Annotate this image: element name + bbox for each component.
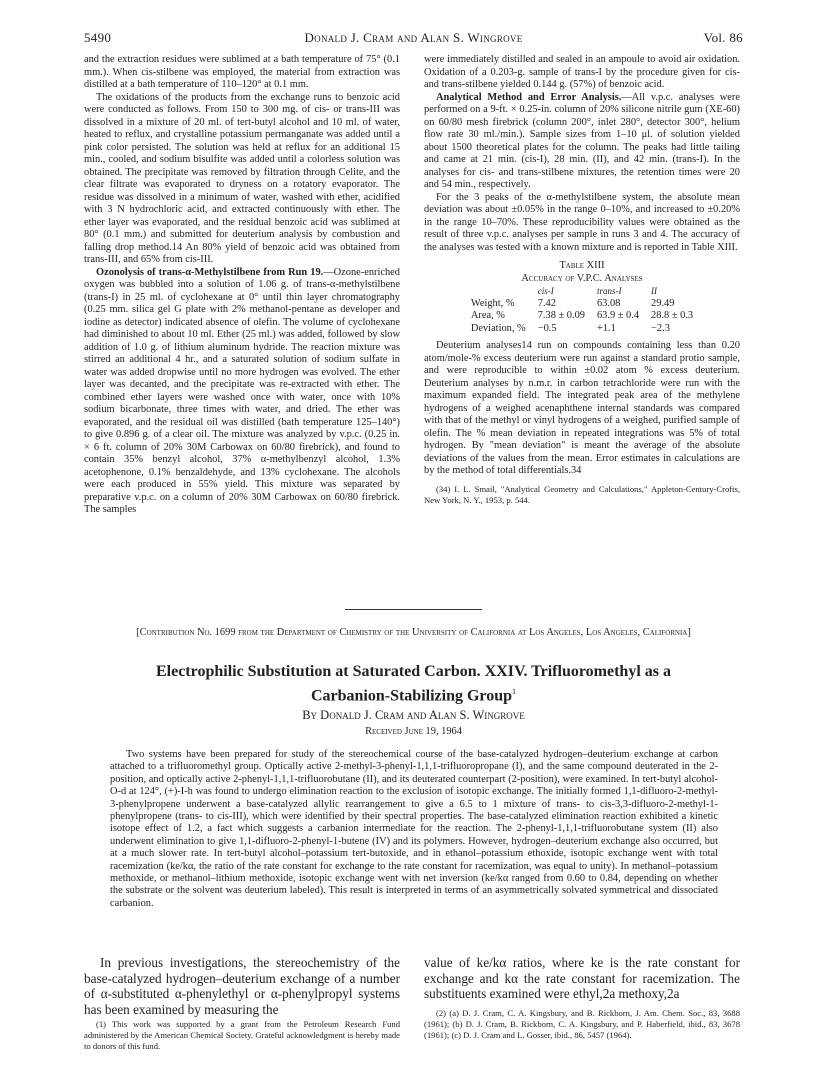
received-date: Received June 19, 1964 <box>365 726 462 737</box>
paragraph: and the extraction residues were sublimed at a bath temperature of 75° (0.1 mm.). When cis-stilbene was employed, the material from extraction was distilled at a bath temperature of 110–120° at 0.1 mm. <box>84 54 400 90</box>
section-heading: Analytical Method and Error Analysis. <box>436 91 622 103</box>
page-number: 5490 <box>84 30 112 45</box>
table-cell: Weight, % <box>470 297 515 309</box>
contribution-note: [Contribution No. 1699 from the Department of Chemistry of the University of California at Los Angeles, Los Angeles, California] <box>136 627 691 638</box>
article-title <box>60 662 767 706</box>
title-line: Electrophilic Substitution at Saturated Carbon. XXIV. Trifluoromethyl as a <box>155 663 671 680</box>
running-title: Donald J. Cram and Alan S. Wingrove <box>304 30 523 45</box>
footnote-marker: 1 <box>512 687 517 696</box>
data-table <box>465 285 699 335</box>
paragraph: —All v.p.c. analyses were performed on a 9-ft. × 0.25-in. column of 20% silicone nitrile gum (XE-60) on 60/80 mesh firebrick (column 200°, inlet 280°, detector 300°, helium flow rate 30 ml./min.). Sample sizes from 1–10 μl. of solution yielded about 1500 theoretical plates for the column. The peaks had little tailing and came at 21 min. (cis-I), 28 min. (II), and 42 min. (trans-I). In the analyses for cis- and trans-stilbene mixtures, the retention times were 20 and 54 min., respectively. <box>424 91 740 190</box>
intro-right <box>424 955 740 1041</box>
table-row <box>465 310 699 323</box>
right-column <box>424 54 740 506</box>
footnote: (2) (a) D. J. Cram, C. A. Kingsbury, and B. Rickborn, J. Am. Chem. Soc., 83, 3688 (1961); (b) D. J. Cram, B. Rickborn, C. A. Kingsbury, and P. Haberfield, ibid., 83, 3678 (1961); (c) D. J. Cram and L. Gosser, ibid., 86, 5457 (1964). <box>424 1007 740 1040</box>
footnote: (1) This work was supported by a grant from the Petroleum Research Fund administered by the American Chemical Society. Grateful acknowledgment is hereby made to donors of this fund. <box>84 1019 400 1052</box>
column-header <box>465 285 532 298</box>
title-text: Carbanion-Stabilizing Group <box>310 687 513 705</box>
table-cell: 28.8 ± 0.3 <box>651 310 694 321</box>
table-row <box>465 323 699 336</box>
table-row <box>465 298 699 311</box>
table-cell: Area, % <box>470 310 505 321</box>
table-cell: 63.08 <box>596 297 621 309</box>
paragraph: were immediately distilled and sealed in an ampoule to avoid air oxidation. Oxidation of a 0.203-g. sample of trans-I by the procedure given for cis- and trans-stilbene yielded 0.144 g. (57%) of benzoic acid. <box>424 54 740 90</box>
table-cell: 29.49 <box>651 297 675 309</box>
authors: By Donald J. Cram and Alan S. Wingrove <box>302 708 525 722</box>
table-cell: 7.42 <box>537 297 556 309</box>
separator-rule <box>345 609 482 610</box>
table-cell: 7.38 ± 0.09 <box>537 310 585 321</box>
table-cell: −2.3 <box>651 322 670 334</box>
table-header-row <box>465 285 699 298</box>
title-line <box>60 682 767 706</box>
column-header: II <box>651 286 658 296</box>
paragraph: For the 3 peaks of the α-methylstilbene system, the absolute mean deviation was about ±0.05% in the range 0–10%, and increased to ±0.20% in the range 10–70%. These reproducibility values were obtained as the result of three v.p.c. analyses per sample in runs 3 and 4. The accuracy of the analyses was tested with a known mixture and is reported in Table XIII. <box>424 191 740 253</box>
table-cell: +1.1 <box>596 322 616 334</box>
column-header: cis-I <box>537 286 554 296</box>
paragraph: In previous investigations, the stereochemistry of the base-catalyzed hydrogen–deuterium exchange of a number of α-substituted α-phenylethyl or α-phenylpropyl systems has been examined by measuring the <box>84 955 400 1017</box>
table-cell: −0.5 <box>537 322 557 334</box>
paragraph: Deuterium analyses14 run on compounds containing less than 0.20 atom/mole-% excess deuterium were run against a standard protio sample, and were reproducible to within ±0.02 atom % excess deuterium. Deuterium analyses by n.m.r. in carbon tetrachloride were run with the maximum expanded field. The integrated peak area of the methylene hydrogens of a weighed acenaphthene internal standards was compared with that of the methyl or vinyl hydrogens of a weighed, purified sample of olefin. The % mean deviation in repeated integrations was 5% of total hydrogen. By "mean deviation" is meant the average of the absolute deviations of the values from the mean. Error estimates in calculations are by the method of total differentials.34 <box>424 340 740 476</box>
intro-left <box>84 955 400 1052</box>
footnote: (34) I. L. Smail, "Analytical Geometry and Calculations," Appleton-Century-Crofts, New York, N. Y., 1953, p. 544. <box>424 483 740 505</box>
abstract: Two systems have been prepared for study of the stereochemical course of the base-catalyzed hydrogen–deuterium exchange at carbon attached to a trifluoromethyl group. Optically active 2-methyl-3-phenyl-1,1,1-trifluoropropane (I), and the same compound deuterated in the 2-position, and optically active 2-phenyl-1,1,1-trifluorobutane (II), and its deuterated counterpart (2-position), were examined. In tert-butyl alcohol-O-d at 124°, (+)-I-h was found to undergo elimination reaction to the exclusion of isotopic exchange. The initially formed 1,1-difluoro-2-methyl-3-phenylpropene underwent a base-catalyzed allylic rearrangement to give a 6.5 to 1 mixture of trans- to cis-3,3-difluoro-2-methyl-1-phenylpropene (trans- to cis-III), which were identified by their spectral properties. The base-catalyzed elimination reaction exhibited a kinetic isotope effect of 1.2, a fact which suggests a carbanion intermediate for the reaction. The 2-phenyl-1,1,1-trifluorobutane system (II) also underwent elimination to give 1,1-difluoro-2-phenyl-1-butene (IV) and its polymers. However, hydrogen–deuterium exchange also occurred, but at a much slower rate. In tert-butyl alcohol–potassium tert-butoxide, and in ethanol–potassium ethoxide, isotopic exchange went with total racemization (ke/kα, the ratio of the rate constant for exchange to the rate constant for racemization, was equal to unity). In methanol–potassium methoxide, or methanol–lithium methoxide, isotopic exchange went with net inversion (ke/kα ranged from 0.60 to 0.84, depending on whether the substrate or the solvent was deuterium labeled). This result is interpreted in terms of an asymmetrically solvated symmetrical and dissociated carbanion. <box>110 749 718 909</box>
volume-label: Vol. 86 <box>703 30 743 45</box>
table-caption: Accuracy of V.P.C. Analyses <box>521 272 643 284</box>
paragraph: The oxidations of the products from the exchange runs to benzoic acid were conducted as follows. From 150 to 300 mg. of cis- or trans-III was dissolved in a mixture of 20 ml. of tert-butyl alcohol and 10 ml. of water, heated to reflux, and crystalline potassium permanganate was added until a pink color persisted. The solution was held at reflux for an additional 15 min., cooled, and sodium bisulfite was added until a colorless solution was obtained. The precipitate was removed by filtration through Celite, and the clear filtrate was evaporated to dryness on a rotatory evaporator. The residue was dissolved in a minimum of water, washed with ether, acidified with 3 N hydrochloric acid, and extracted continuously with ether. The ether layer was evaporated, and the residual benzoic acid was sublimed at 80° (0.1 mm.) and submitted for deuterium analysis by combustion and falling drop method.14 An 80% yield of benzoic acid was obtained from trans-III, and 65% from cis-III. <box>84 91 400 265</box>
table-cell: 63.9 ± 0.4 <box>596 310 640 321</box>
section-heading: Ozonolysis of trans-α-Methylstilbene from Run 19. <box>96 266 324 278</box>
table-title: Table XIII <box>559 260 605 271</box>
left-column <box>84 54 400 517</box>
table-cell: Deviation, % <box>470 322 526 334</box>
paragraph: —Ozone-enriched oxygen was bubbled into a solution of 1.06 g. of trans-α-methylstilbene (trans-I) in 25 ml. of cyclohexane at 0° until thin layer chromatography (0.25 mm. silica gel G plate with 2% methanol-pentane as developer and iodine as detector) indicated absence of olefin. The volume of cyclohexane had diminished to about 10 ml. Ether (25 ml.) was added, followed by slow addition of 1.0 g. of lithium aluminum hydride. The reaction mixture was stirred an additional 4 hr., and a saturated solution of sodium sulfate in water was added dropwise until no more hydrogen was evolved. The ether layer was decanted, and the precipitate was re-extracted with ether. The combined ether layers were washed once with water, once with 10% sodium bicarbonate, three times with water, and dried. The ether was evaporated, and the residual oil was distilled (bath temperature 125–140°) to give 0.896 g. of a clear oil. The mixture was analyzed by v.p.c. (0.25 in. × 6 ft. column of 20% 30M Carbowax on 60/80 firebrick), and found to contain 35% benzyl alcohol, 37% α-methylbenzyl alcohol, 1.3% acetophenone, 0.1% benzaldehyde, and 13% cyclohexane. The alcohols were each produced in 55% yield. This mixture was separated by preparative v.p.c. on a column of 20% 30M Carbowax on 60/80 firebrick. The samples <box>84 266 400 515</box>
paragraph: value of ke/kα ratios, where ke is the rate constant for exchange and kα the rate constant for racemization. The substituents examined were ethyl,2a methoxy,2a <box>424 955 740 1002</box>
column-header: trans-I <box>596 286 622 296</box>
